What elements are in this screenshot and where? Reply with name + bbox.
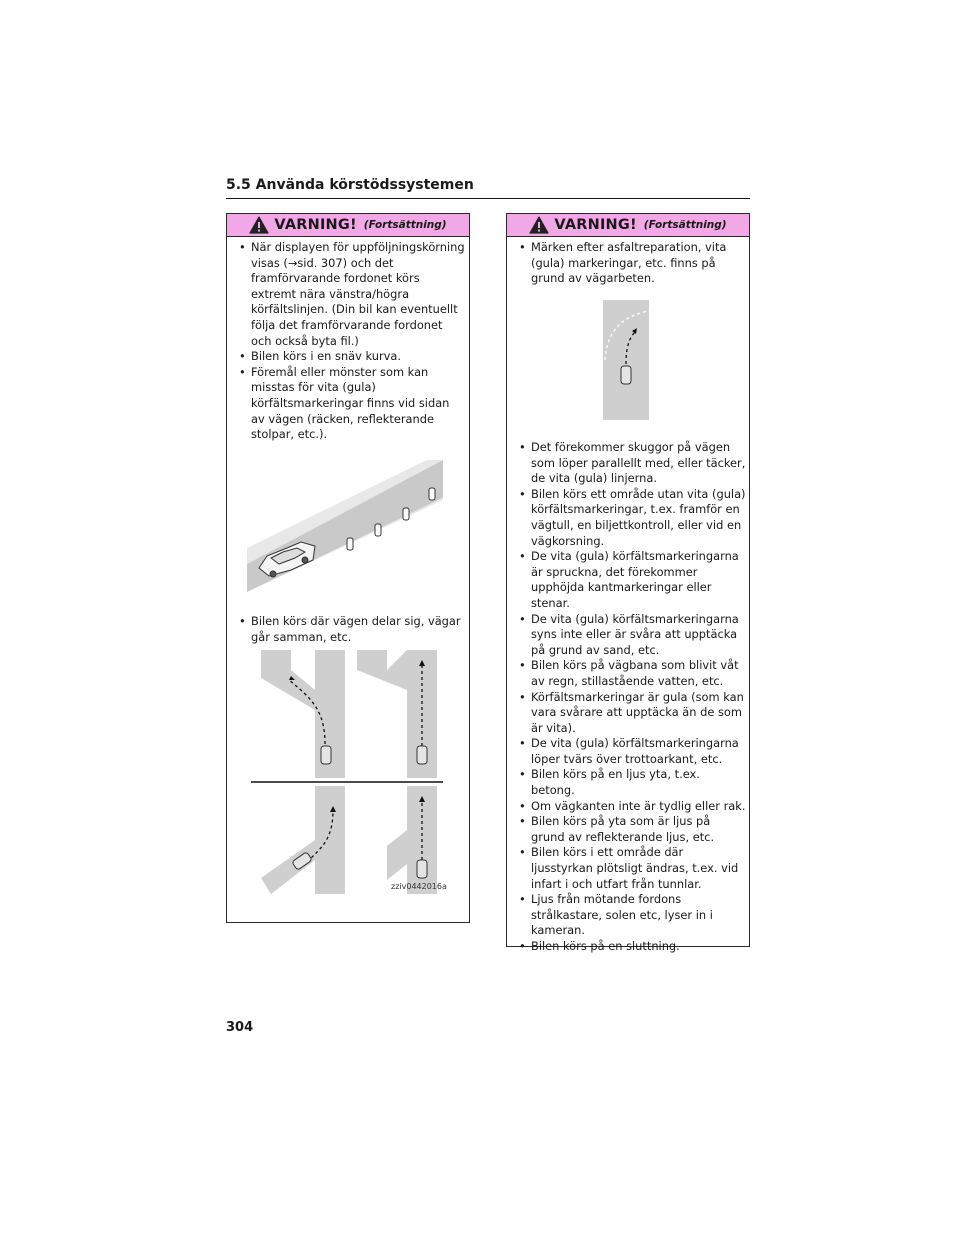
list-item: • Bilen körs på vägbana som blivit våt av regn, stillastående vatten, etc. [511, 658, 747, 689]
list-item: • De vita (gula) körfältsmarkeringarna löper tvärs över trottoarkant, etc. [511, 736, 747, 767]
bullet-list [231, 240, 465, 443]
list-item: • Körfältsmarkeringar är gula (som kan vara svårare att upptäcka än de som är vita). [511, 690, 747, 737]
list-item: • Bilen körs på en sluttning. [511, 939, 747, 955]
list-item: • Bilen körs ett område utan vita (gula) körfältsmarkeringar, t.ex. framför en vägtull, en biljettkontroll, eller vid en vägkorsning. [511, 487, 747, 549]
list-item: • Bilen körs på yta som är ljus på grund av reflekterande ljus, etc. [511, 814, 747, 845]
guardrail-illustration [247, 460, 443, 592]
warning-box-right [506, 213, 750, 953]
page-number: 304 [226, 1020, 254, 1035]
list-item: • Bilen körs i en snäv kurva. [231, 349, 465, 365]
list-item: • Bilen körs där vägen delar sig, vägar går samman, etc. [231, 614, 465, 645]
bullet-list [511, 240, 747, 287]
section-divider [226, 198, 750, 199]
list-item: • Om vägkanten inte är tydlig eller rak. [511, 799, 747, 815]
list-item: • Märken efter asfaltreparation, vita (gula) markeringar, etc. finns på grund av vägarbeten. [511, 240, 747, 287]
warning-title: VARNING! [274, 217, 357, 233]
list-item: • Bilen körs på en ljus yta, t.ex. betong. [511, 767, 747, 798]
list-item: • När displayen för uppföljningskörning visas (→sid. 307) och det framförvarande fordonet körs extremt nära vänstra/högra körfältslinjen. (Din bil kan eventuellt följa det framförvarande fordonet och också byta fil.) [231, 240, 465, 349]
warning-continuation: (Fortsättning) [363, 219, 447, 231]
list-item: • Ljus från mötande fordons strålkastare, solen etc, lyser in i kameran. [511, 892, 747, 939]
road-repair-illustration [603, 300, 649, 420]
road-split-illustration [251, 650, 447, 894]
warning-continuation: (Fortsättning) [643, 219, 727, 231]
list-item: • Föremål eller mönster som kan misstas för vita (gula) körfältsmarkeringar finns vid sidan av vägen (räcken, reflekterande stolpar, etc.). [231, 365, 465, 443]
warning-triangle-icon [529, 216, 549, 234]
warning-box-left [226, 213, 470, 923]
warning-title: VARNING! [554, 217, 637, 233]
section-title: 5.5 Använda körstödssystemen [226, 177, 474, 193]
list-item: • De vita (gula) körfältsmarkeringarna är spruckna, det förekommer upphöjda kantmarkeringar eller stenar. [511, 549, 747, 611]
list-item: • De vita (gula) körfältsmarkeringarna syns inte eller är svåra att upptäcka på grund av sand, etc. [511, 612, 747, 659]
warning-header [507, 214, 749, 237]
figure-code: zziv0442016a [391, 882, 447, 891]
warning-header [227, 214, 469, 237]
list-item: • Bilen körs i ett område där ljusstyrkan plötsligt ändras, t.ex. vid infart i och utfart från tunnlar. [511, 845, 747, 892]
list-item: • Det förekommer skuggor på vägen som löper parallellt med, eller täcker, de vita (gula) linjerna. [511, 440, 747, 487]
bullet-list [511, 440, 747, 955]
bullet-list [231, 614, 465, 645]
warning-triangle-icon [249, 216, 269, 234]
